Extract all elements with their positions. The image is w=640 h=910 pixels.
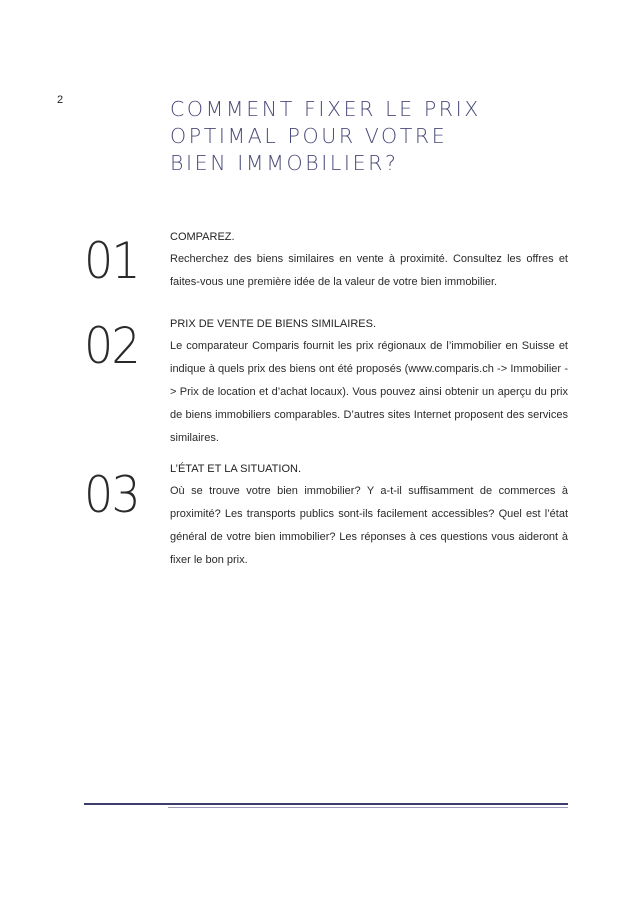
page-title-line-2: OPTIMAL POUR VOTRE [170, 124, 448, 148]
section-text: Recherchez des biens similaires en vente à proximité. Consultez les offres et faites-vous une première idée de la valeur de votre bien immobilier. [170, 253, 568, 288]
section-number: 02 [84, 317, 139, 375]
footer-rule-secondary [168, 807, 568, 808]
section-heading: L’ÉTAT ET LA SITUATION. [170, 463, 302, 475]
page-title [170, 96, 590, 177]
page-title-line-1: COMMENT FIXER LE PRIX [170, 97, 481, 121]
section-number: 03 [84, 466, 139, 524]
section-content [170, 462, 568, 572]
section-content [170, 317, 568, 450]
section-number: 01 [84, 232, 139, 290]
page-title-line-3: BIEN IMMOBILIER? [170, 151, 399, 175]
footer-rule [84, 803, 568, 805]
section-content [170, 230, 568, 294]
section-heading: PRIX DE VENTE DE BIENS SIMILAIRES. [170, 318, 376, 330]
section-text: Où se trouve votre bien immobilier? Y a-t-il suffisamment de commerces à proximité? Les transports publics sont-ils facilement accessibles? Quel est l’état général de votre bien immobilier? Les réponses à ces questions vous aideront à fixer le bon prix. [170, 485, 568, 566]
section-text: Le comparateur Comparis fournit les prix régionaux de l’immobilier en Suisse et indique à quels prix des biens ont été proposés (www.comparis.ch -> Immobilier -> Prix de location et d’achat locaux). Vous pouvez ainsi obtenir un aperçu du prix de biens immobiliers comparables. D’autres sites Internet proposent des services similaires. [170, 340, 568, 444]
section-heading: COMPAREZ. [170, 231, 235, 243]
page-number: 2 [57, 94, 64, 106]
